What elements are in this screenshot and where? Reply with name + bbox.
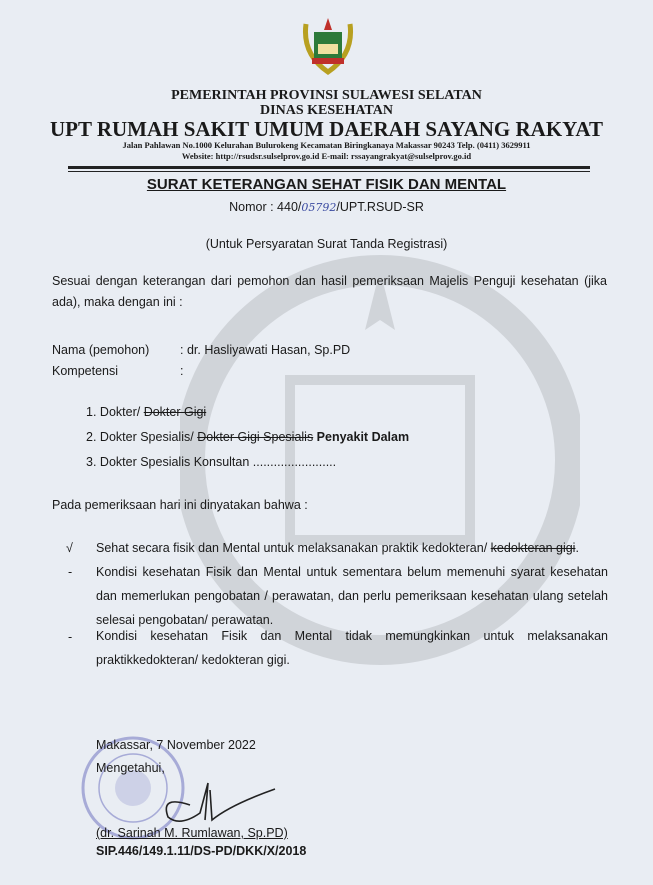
competencies-2-num: 3. (86, 455, 97, 469)
name-label: Nama (pemohon) (52, 343, 150, 357)
competencies-0-struck: Dokter Gigi (143, 405, 207, 419)
competencies-0-text: Dokter/ (99, 405, 144, 419)
result-1 (96, 541, 579, 555)
province-emblem-logo (300, 14, 356, 76)
competence-value: : (180, 364, 184, 378)
document-title: SURAT KETERANGAN SEHAT FISIK DAN MENTAL (146, 176, 507, 193)
result-mark-1: √ (66, 541, 73, 555)
competence-item-3 (86, 455, 336, 469)
result-mark-2: - (68, 565, 73, 579)
result-mark-3: - (68, 630, 73, 644)
header-rule-thin (68, 171, 590, 172)
signatory-name: (dr. Sarinah M. Rumlawan, Sp.PD) (96, 826, 288, 840)
letterhead-government: PEMERINTAH PROVINSI SULAWESI SELATAN (171, 88, 482, 103)
document-number (0, 200, 653, 214)
letterhead-hospital: UPT RUMAH SAKIT UMUM DAERAH SAYANG RAKYAT (49, 117, 604, 141)
result-2: Kondisi kesehatan Fisik dan Mental untuk sementara belum memenuhi syarat kesehatan dan memerlukan pengobatan / perawatan, dan perlu pemeriksaan kesehatan ulang setelah selesai pengobatan/ perawatan. (96, 565, 608, 627)
signature (150, 775, 280, 830)
competencies-1-bold: Penyakit Dalam (313, 430, 410, 444)
intro-paragraph: Sesuai dengan keterangan dari pemohon dan hasil pemeriksaan Majelis Penguji kesehatan (jika ada), maka dengan ini : (52, 274, 607, 309)
nomor-prefix: Nomor : 440/ (229, 200, 302, 214)
letterhead-address: Jalan Pahlawan No.1000 Kelurahan Bulurokeng Kecamatan Biringkanaya Makassar 90243 Telp. (0411) 3629911 (122, 140, 531, 150)
purpose: (Untuk Persyaratan Surat Tanda Registrasi) (205, 237, 448, 251)
name-value: : dr. Hasliyawati Hasan, Sp.PD (180, 343, 351, 357)
result-3: Kondisi kesehatan Fisik dan Mental tidak memungkinkan untuk melaksanakan praktikkedokteran/ kedokteran gigi. (96, 629, 608, 667)
place-date: Makassar, 7 November 2022 (96, 738, 256, 752)
competencies-2-text: Dokter Spesialis Konsultan (99, 455, 253, 469)
letterhead-website: Website: http://rsudsr.sulselprov.go.id E-mail: rssayangrakyat@sulselprov.go.id (181, 151, 472, 161)
results-0-struck: kedokteran gigi (490, 541, 576, 555)
competencies-1-text: Dokter Spesialis/ (99, 430, 198, 444)
competencies-0-num: 1. (86, 405, 97, 419)
results-0-text: Sehat secara fisik dan Mental untuk melaksanakan praktik kedokteran/ (96, 541, 491, 555)
nomor-handwritten: 05792 (301, 201, 337, 214)
signatory-license: SIP.446/149.1.11/DS-PD/DKK/X/2018 (96, 844, 307, 858)
statement: Pada pemeriksaan hari ini dinyatakan bahwa : (52, 498, 308, 512)
competence-item-1 (86, 405, 206, 419)
header-rule-thick (68, 166, 590, 169)
acknowledged-label: Mengetahui, (96, 761, 165, 775)
nomor-suffix: /UPT.RSUD-SR (336, 200, 424, 214)
competencies-1-num: 2. (86, 430, 97, 444)
competence-label: Kompetensi (52, 364, 119, 378)
letterhead-department: DINAS KESEHATAN (260, 103, 393, 118)
competencies-1-struck: Dokter Gigi Spesialis (197, 430, 314, 444)
competencies-2-dots: ........................ (252, 455, 337, 469)
competence-item-2 (86, 430, 409, 444)
results-0-end: . (575, 541, 579, 555)
